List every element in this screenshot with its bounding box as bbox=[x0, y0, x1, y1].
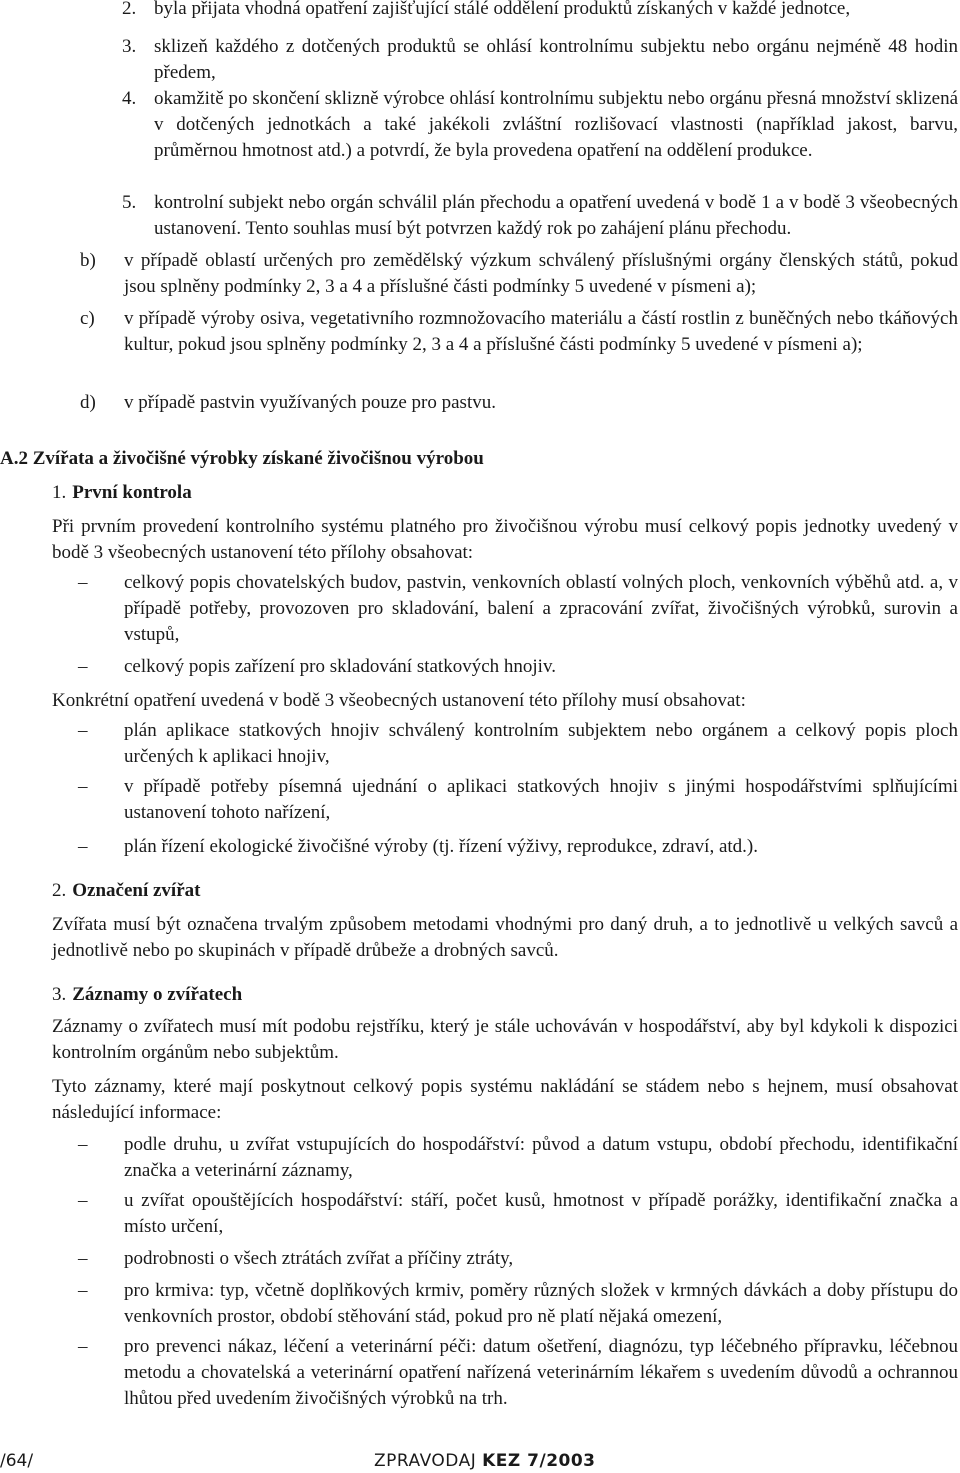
paragraph: Při prvním provedení kontrolního systému platného pro živočišnou výrobu musí celkový popis jednotky uvedený v bodě 3 všeobecných ustanovení této přílohy obsahovat: bbox=[52, 516, 958, 563]
list-item bbox=[52, 1132, 958, 1184]
item-letter: d) bbox=[80, 392, 96, 413]
item-text: kontrolní subjekt nebo orgán schválil plán přechodu a opatření uvedená v bodě 1 a v bodě 3 všeobecných ustanovení. Tento souhlas musí být potvrzen každý rok po zahájení plánu přechodu. bbox=[154, 192, 958, 239]
dash-marker: – bbox=[78, 1248, 88, 1269]
numbered-item-2 bbox=[122, 0, 958, 22]
magazine-issue: KEZ 7/2003 bbox=[482, 1451, 596, 1471]
subsection-number: 1. bbox=[52, 482, 67, 503]
item-text: v případě oblastí určených pro zemědělský výzkum schválený příslušnými orgány členských států, pokud jsou splněny podmínky 2, 3 a 4 a příslušné části podmínky 5 uvedené v písmeni a); bbox=[124, 250, 958, 297]
subsection-heading-1 bbox=[52, 480, 192, 506]
subsection-heading-2 bbox=[52, 878, 200, 904]
item-number: 4. bbox=[122, 88, 137, 109]
item-text: v případě pastvin využívaných pouze pro pastvu. bbox=[124, 392, 496, 413]
dash-marker: – bbox=[78, 1280, 88, 1301]
dash-marker: – bbox=[78, 572, 88, 593]
list-item-text: u zvířat opouštějících hospodářství: stáří, počet kusů, hmotnost v případě porážky, identifikační značka a místo určení, bbox=[124, 1190, 958, 1237]
list-item-text: pro krmiva: typ, včetně doplňkových krmiv, poměry různých složek v krmných dávkách a doby přístupu do venkovních prostor, období stěhování stád, pokud pro ně platí nějaká omezení, bbox=[124, 1280, 958, 1327]
dash-marker: – bbox=[78, 720, 88, 741]
list-item-text: podrobnosti o všech ztrátách zvířat a příčiny ztráty, bbox=[124, 1248, 514, 1269]
item-text: sklizeň každého z dotčených produktů se ohlásí kontrolnímu subjektu nebo orgánu nejméně 48 hodin předem, bbox=[154, 36, 958, 83]
item-text: byla přijata vhodná opatření zajišťující stálé oddělení produktů získaných v každé jednotce, bbox=[154, 0, 851, 19]
list-item-text: celkový popis chovatelských budov, pastvin, venkovních oblastí volných ploch, venkovních výběhů atd. a, v případě potřeby, provozoven pro skladování, balení a zpracování zvířat, živočišných výrobků, surovin a vstupů, bbox=[124, 572, 958, 645]
subsection-number: 2. bbox=[52, 880, 67, 901]
paragraph: Zvířata musí být označena trvalým způsobem metodami vhodnými pro daný druh, a to jednotlivě u velkých savců a jednotlivě nebo po skupinách v případě drůbeže a drobných savců. bbox=[52, 914, 958, 961]
lettered-item-b bbox=[52, 248, 958, 300]
list-item bbox=[52, 834, 958, 860]
dash-marker: – bbox=[78, 656, 88, 677]
paragraph: Záznamy o zvířatech musí mít podobu rejstříku, který je stále uchováván v hospodářství, aby byl kdykoli k dispozici kontrolním orgánům nebo subjektům. bbox=[52, 1016, 958, 1063]
list-item bbox=[52, 1246, 958, 1272]
item-text: okamžitě po skončení sklizně výrobce ohlásí kontrolnímu subjektu nebo orgánu přesná množství sklizená v dotčených jednotkách a také jakékoli zvláštní rozlišovací vlastnosti (například jakost, barvu, průměrnou hmotnost atd.) a potvrdí, že byla provedena opatření na oddělení produkce. bbox=[154, 88, 958, 161]
item-number: 3. bbox=[122, 36, 137, 57]
subsection-title: První kontrola bbox=[72, 482, 192, 503]
list-item-text: pro prevenci nákaz, léčení a veterinární péči: datum ošetření, diagnózu, typ léčebného přípravku, léčebnou metodu a chovatelská a veterinární opatření nařízená veterinárním lékařem s uvedením důvodů a ochrannou lhůtou před uvedením živočišných výrobků na trh. bbox=[124, 1336, 958, 1409]
subsection-title: Označení zvířat bbox=[72, 880, 201, 901]
dash-marker: – bbox=[78, 1336, 88, 1357]
dash-marker: – bbox=[78, 776, 88, 797]
page-number: /64/ bbox=[0, 1451, 34, 1471]
magazine-name bbox=[374, 1450, 596, 1472]
list-item bbox=[52, 718, 958, 770]
list-item-text: plán řízení ekologické živočišné výroby (tj. řízení výživy, reprodukce, zdraví, atd.). bbox=[124, 836, 758, 857]
list-item-text: podle druhu, u zvířat vstupujících do hospodářství: původ a datum vstupu, období přechodu, identifikační značka a veterinární záznamy, bbox=[124, 1134, 958, 1181]
lettered-item-c bbox=[52, 306, 958, 358]
section-heading: A.2 Zvířata a živočišné výrobky získané živočišnou výrobou bbox=[0, 448, 484, 469]
item-text: v případě výroby osiva, vegetativního rozmnožovacího materiálu a částí rostlin z buněčných nebo tkáňových kultur, pokud jsou splněny podmínky 2, 3 a 4 a příslušné části podmínky 5 uvedené v písmeni a); bbox=[124, 308, 958, 355]
dash-marker: – bbox=[78, 836, 88, 857]
item-letter: b) bbox=[80, 250, 96, 271]
list-item bbox=[52, 570, 958, 648]
lettered-item-d bbox=[52, 390, 958, 416]
numbered-item-3 bbox=[122, 34, 958, 86]
dash-marker: – bbox=[78, 1190, 88, 1211]
item-number: 5. bbox=[122, 192, 137, 213]
subsection-number: 3. bbox=[52, 984, 67, 1005]
item-letter: c) bbox=[80, 308, 95, 329]
numbered-item-5 bbox=[122, 190, 958, 242]
paragraph: Konkrétní opatření uvedená v bodě 3 všeobecných ustanovení této přílohy musí obsahovat: bbox=[52, 690, 746, 711]
list-item bbox=[52, 1334, 958, 1412]
list-item-text: celkový popis zařízení pro skladování statkových hnojiv. bbox=[124, 656, 556, 677]
list-item-text: plán aplikace statkových hnojiv schválený kontrolním subjektem nebo orgánem a celkový popis ploch určených k aplikaci hnojiv, bbox=[124, 720, 958, 767]
item-number: 2. bbox=[122, 0, 137, 19]
list-item bbox=[52, 1188, 958, 1240]
list-item bbox=[52, 1278, 958, 1330]
numbered-item-4 bbox=[122, 86, 958, 164]
list-item bbox=[52, 654, 958, 680]
paragraph: Tyto záznamy, které mají poskytnout celkový popis systému nakládání se stádem nebo s hejnem, musí obsahovat následující informace: bbox=[52, 1076, 958, 1123]
magazine-title: ZPRAVODAJ bbox=[374, 1451, 477, 1471]
list-item-text: v případě potřeby písemná ujednání o aplikaci statkových hnojiv s jinými hospodářstvími splňujícími ustanovení tohoto nařízení, bbox=[124, 776, 958, 823]
subsection-title: Záznamy o zvířatech bbox=[72, 984, 243, 1005]
subsection-heading-3 bbox=[52, 982, 242, 1008]
dash-marker: – bbox=[78, 1134, 88, 1155]
list-item bbox=[52, 774, 958, 826]
